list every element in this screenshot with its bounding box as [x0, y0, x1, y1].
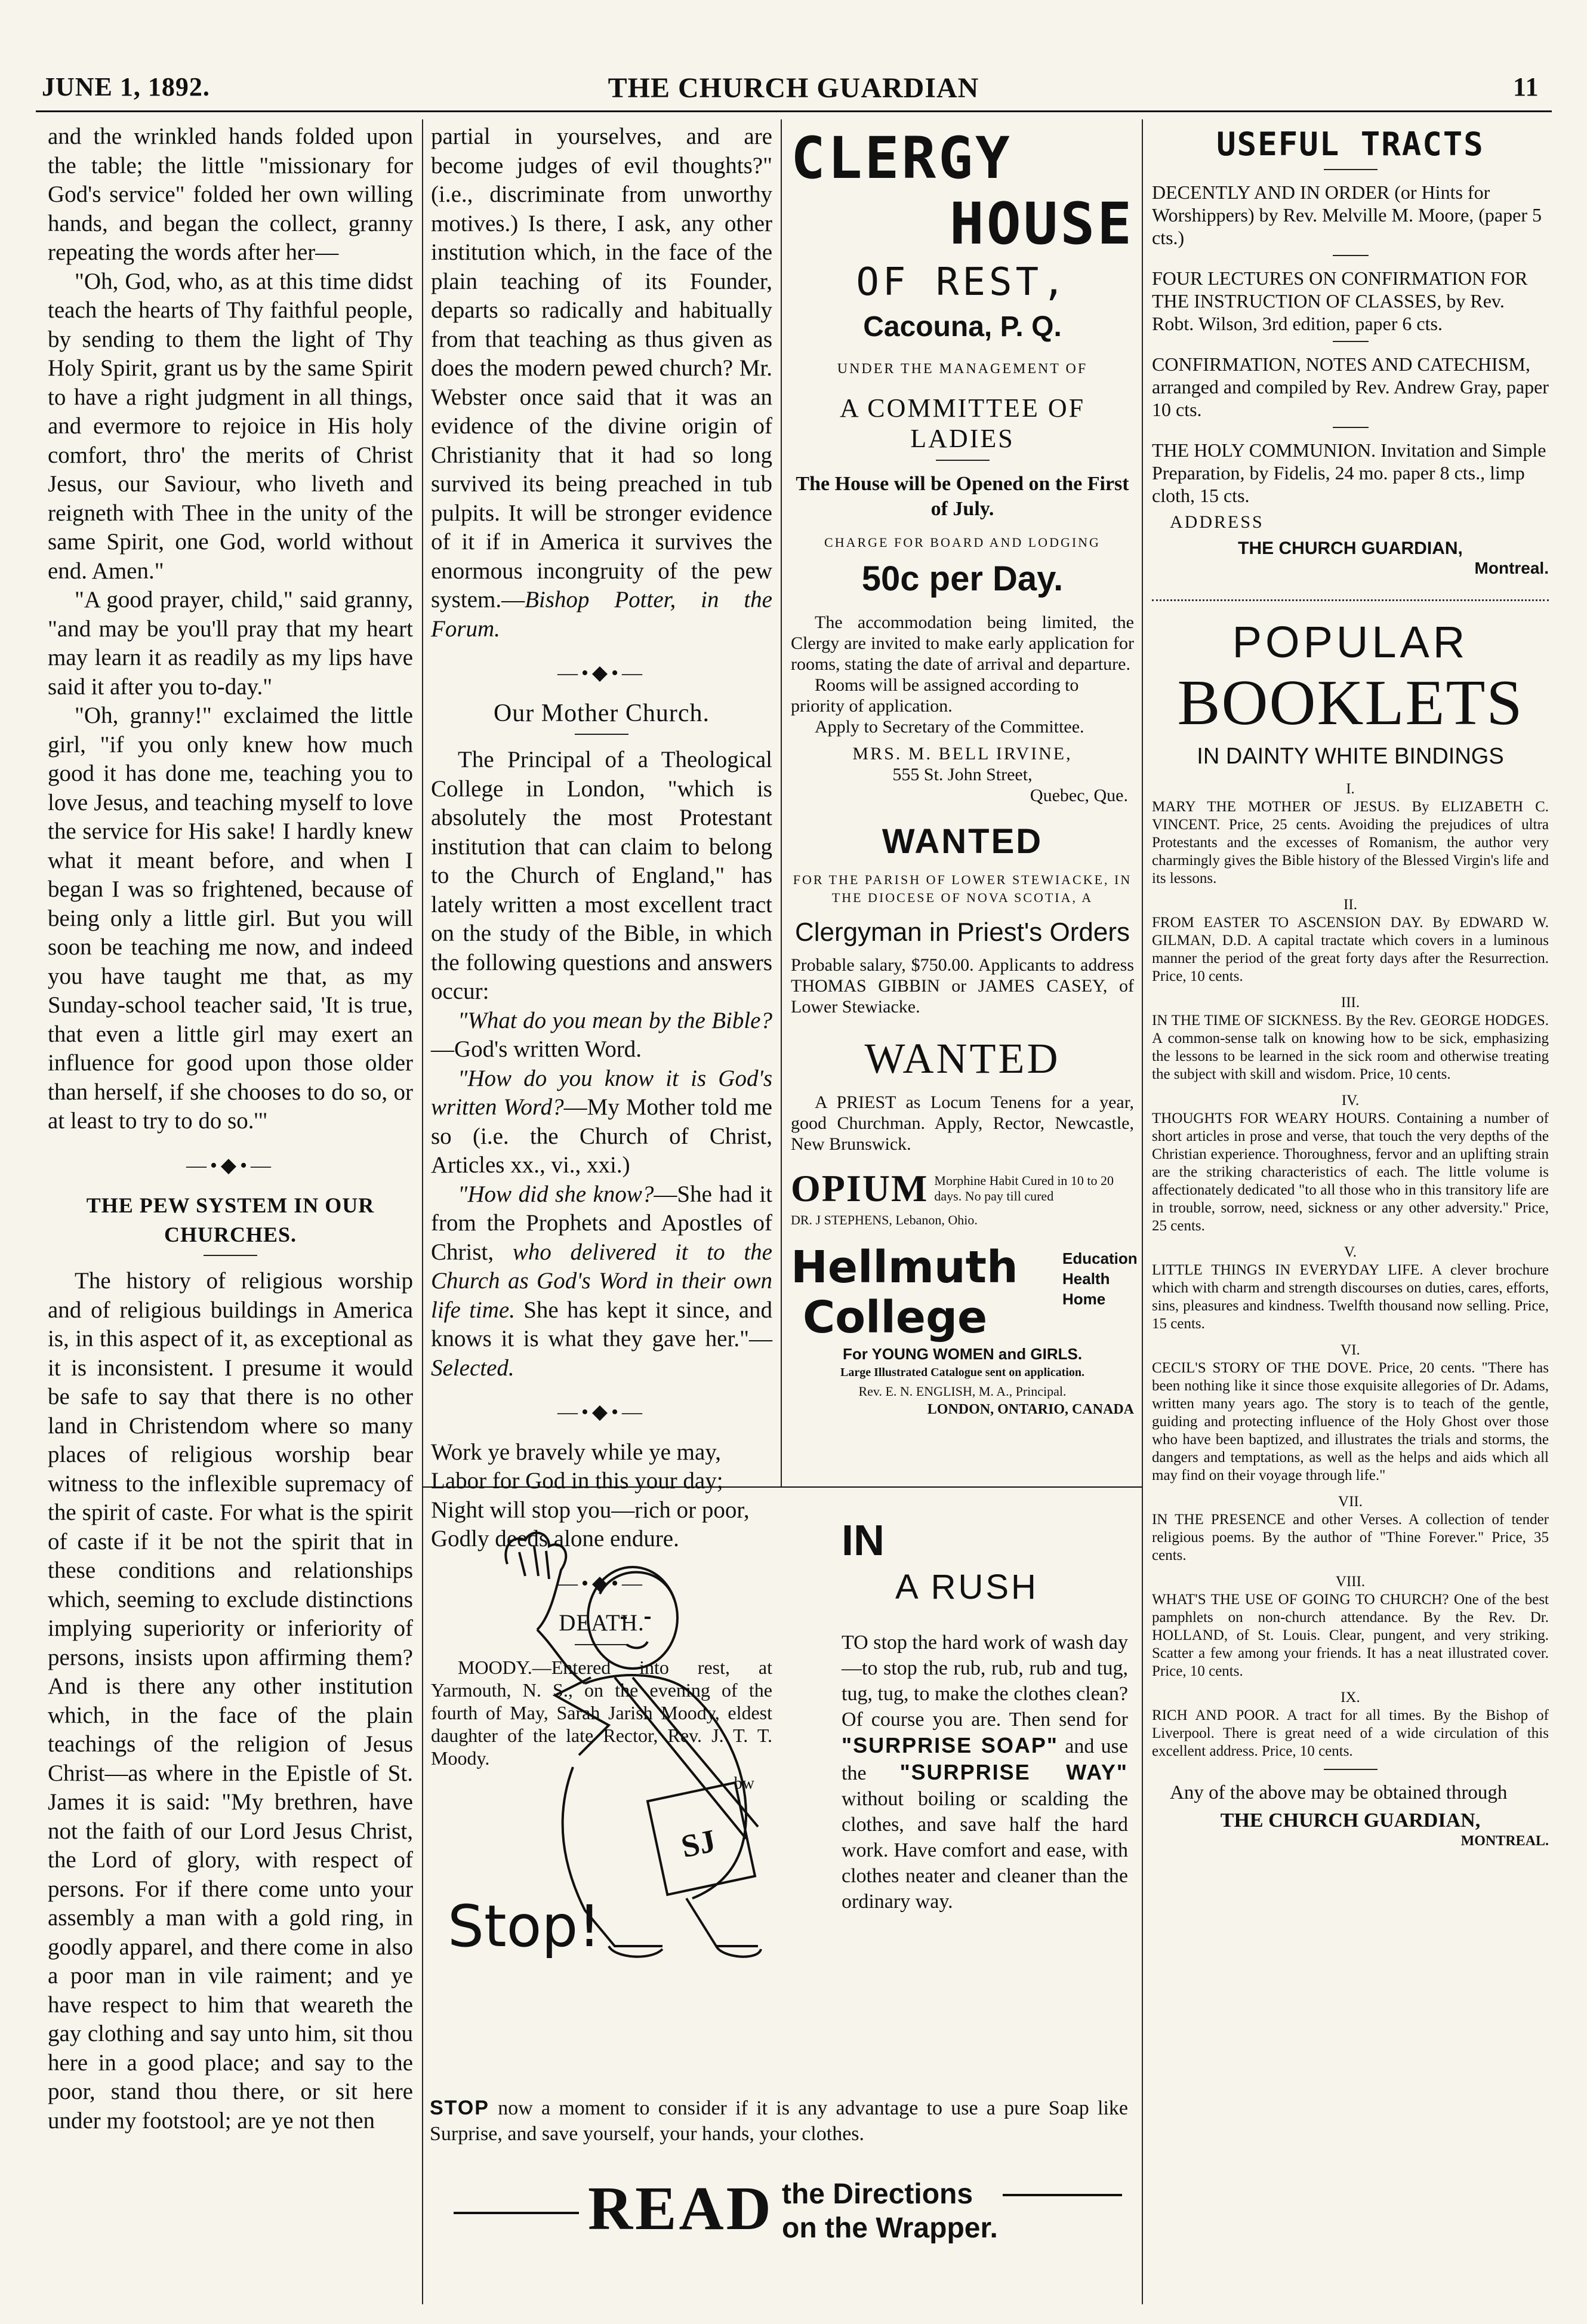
answer-1: —God's written Word. — [431, 1036, 642, 1062]
death-notice: MOODY.—Entered into rest, at Yarmouth, N. S., on the evening of the fourth of May, Sarah Jarish Moody, eldest daughter of the late Rector, Rev. J. T. T. Moody. — [431, 1656, 772, 1769]
popular-heading: POPULAR — [1232, 617, 1469, 667]
read-heading: READ — [588, 2174, 774, 2243]
answer-3: —She had it from the Prophets and Apostles of Christ, — [431, 1181, 772, 1265]
booklet-entry: THOUGHTS FOR WEARY HOURS. Containing a number of short articles in prose and verse, that touch the very depths of the Christian experience. Thoroughness, fervor and an uplifting strain are the striking characteristics of each. The little volume is affectionately dedicated "to all those who in this transitory life are in trouble, sorrow, need, sickness or any other adversity." Price, 25 cents. — [1152, 1110, 1549, 1234]
column-1 — [48, 122, 413, 2135]
opium-ad — [791, 1166, 1134, 1211]
answer-2: —My Mother told me so (i.e. the Church of Christ, Articles xx., vi., xxi.) — [431, 1094, 772, 1178]
education-label: Education — [1062, 1249, 1138, 1267]
price-per-day: 50c per Day. — [861, 559, 1064, 598]
booklet-number: V. — [1343, 1244, 1357, 1260]
house-heading: HOUSE — [950, 190, 1134, 257]
booklet-entry: RICH AND POOR. A tract for all times. By the Bishop of Liverpool. There is great need of a wide circulation of this excellent address. Price, 10 cents. — [1152, 1707, 1549, 1759]
booklets-heading: BOOKLETS — [1177, 667, 1524, 738]
booklet-number: II. — [1343, 897, 1357, 913]
booklet-number: VIII. — [1335, 1574, 1366, 1590]
wanted-heading-1: WANTED — [882, 822, 1043, 861]
principal-line: Rev. E. N. ENGLISH, M. A., Principal. — [858, 1384, 1067, 1399]
answer-3-italic: who delivered it to the Church as God's Word in their own life time. — [431, 1239, 772, 1323]
booklet-entry: MARY THE MOTHER OF JESUS. By ELIZABETH C. VINCENT. Price, 25 cents. Avoiding the prejudices of ultra Protestants and the excesses of Romanism, the author very charmingly gives the Bible history of the Blessed Virgin's life and its lessons. — [1152, 799, 1549, 886]
rooms-text: Rooms will be assigned according to priority of application. — [791, 675, 1079, 716]
stop-text: STOP — [430, 2097, 489, 2119]
tract-2: FOUR LECTURES ON CONFIRMATION FOR THE INSTRUCTION OF CLASSES, by Rev. Robt. Wilson, 3rd edition, paper 6 cts. — [1152, 267, 1528, 334]
parish-text: FOR THE PARISH OF LOWER STEWIACKE, IN THE DIOCESE OF NOVA SCOTIA, A — [793, 872, 1132, 905]
clergy-heading: CLERGY — [791, 125, 1012, 192]
column-rule-3 — [1142, 119, 1143, 2304]
of-rest-heading: OF REST, — [856, 260, 1069, 304]
booklet-number: IX. — [1341, 1689, 1360, 1706]
boy-illustration — [436, 1528, 818, 1982]
ornament-divider: —•◆•— — [557, 1572, 646, 1595]
divider — [1333, 341, 1369, 342]
column-4 — [1152, 125, 1549, 1851]
question-3: "How did she know? — [458, 1181, 654, 1207]
address-line-3: Quebec, Que. — [1030, 786, 1128, 805]
booklet-entry: LITTLE THINGS IN EVERYDAY LIFE. A clever brochure which with charm and strength discourses on duties, cares, efforts, sins, pleasures and kindness. Twelfth thousand now selling. Price, 15 cents. — [1152, 1262, 1549, 1332]
opium-doctor: DR. J STEPHENS, Lebanon, Ohio. — [791, 1212, 978, 1227]
young-women-line: For YOUNG WOMEN and GIRLS. — [842, 1345, 1083, 1363]
story-paragraph: and the wrinkled hands folded upon the table; the little "missionary for God's service" folded her own willing hands, and began the collect, granny repeating the words after her— — [48, 124, 413, 265]
divider — [936, 460, 990, 461]
divider — [575, 734, 628, 735]
poem-line: Godly deeds alone endure. — [431, 1526, 679, 1552]
question-2: "How do you know it is God's written Word? — [431, 1065, 772, 1120]
opium-text: Morphine Habit Cured in 10 to 20 days. No pay till cured — [934, 1173, 1114, 1203]
surprise-way-text: "SURPRISE WAY" — [899, 1760, 1128, 1784]
poem-line: Night will stop you—rich or poor, — [431, 1497, 750, 1523]
committee-of-ladies: A COMMITTEE OF LADIES — [839, 393, 1086, 453]
tract-1: DECENTLY AND IN ORDER (or Hints for Worshippers) by Rev. Melville M. Moore, (paper 5 cts.) — [1152, 181, 1542, 248]
mother-church-signature: Selected. — [431, 1355, 514, 1381]
college-heading: College — [803, 1292, 988, 1343]
cacouna-heading: Cacouna, P. Q. — [863, 311, 1062, 343]
hellmuth-heading: Hellmuth — [791, 1242, 1018, 1293]
mother-church-title: Our Mother Church. — [493, 699, 710, 727]
montreal-1: Montreal. — [1474, 559, 1549, 577]
montreal-2: MONTREAL. — [1460, 1833, 1549, 1849]
read-right-rule — [1003, 2194, 1122, 2196]
column-rule-1 — [422, 119, 423, 2304]
booklet-entry: FROM EASTER TO ASCENSION DAY. By EDWARD W. GILMAN, D.D. A capital tractate which covers in a luminous manner the period of the great forty days after the Resurrection. Price, 10 cents. — [1152, 915, 1549, 984]
booklet-entry: WHAT'S THE USE OF GOING TO CHURCH? One of the best pamphlets on non-church attendance. By the Rev. Dr. HOLLAND, of St. Louis. Clear, pungent, and very striking. Scatter a few among your friends. It has a neat illustrated cover. Price, 10 cents. — [1152, 1592, 1549, 1679]
obtained-text: Any of the above may be obtained through — [1170, 1782, 1508, 1803]
directions-text: the Directions — [782, 2178, 973, 2210]
poem-line: Labor for God in this your day; — [431, 1468, 723, 1494]
booklet-number: VII. — [1338, 1494, 1363, 1510]
ad-body-3: without boiling or scalding the clothes, and save half the hard work. Have comfort and ease, with clothes neater and cleaner than the ordinary way. — [842, 1788, 1128, 1913]
house-opened: The House will be Opened on the First of July. — [796, 473, 1129, 520]
ad-body-2: and use the — [842, 1735, 1128, 1784]
pew-signature: Bishop Potter, in the Forum. — [431, 587, 772, 642]
rush-heading: A RUSH — [895, 1568, 1039, 1606]
mother-church-paragraph: The Principal of a Theological College in London, "which is absolutely the most Protestant institution that can claim to belong to the Church of England," has lately written a most excellent tract on the study of the Bible, in which the following questions and answers occur: — [431, 747, 772, 1004]
pew-system-paragraph: The history of religious worship and of religious buildings in America is, in this aspect of it, as exceptional as it is inconsistent. I presume it would be safe to say that there is no other land in Christendom where so many places of religious worship bear witness to the inflexible supremacy of the spirit of caste. For what is the spirit of caste if it be not the spirit that in these conditions and relationships which, seeming to exclude distinctions implying superiority or inferiority of persons, insists upon affirming them? And is there any other institution which, in the face of the plain teachings of the religion of Jesus Christ—as where in the Epistle of St. James it is said: "My brethren, have not the faith of our Lord Jesus Christ, the Lord of glory, with respect of persons. For if there come unto your assembly a man with a gold ring, in goodly apparel, and there come in also a poor man in vile raiment; and ye have respect to him that weareth the gay clothing and say unto him, sit thou here in a good place; and say to the poor, stand thou there, or sit here under my footstool; are ye not then — [48, 1268, 413, 2134]
ornament-divider: —•◆•— — [557, 662, 646, 684]
divider — [1324, 169, 1378, 170]
death-title: DEATH. — [559, 1610, 645, 1636]
dainty-bindings: IN DAINTY WHITE BINDINGS — [1197, 744, 1504, 769]
divider — [204, 1255, 257, 1256]
booklet-entry: CECIL'S STORY OF THE DOVE. Price, 20 cents. "There has been nothing like it since those exquisite allegories of Dr. Adams, written many years ago. The story is to teach of the gentle, guiding and protecting influence of the Holy Ghost over those who have been baptized, and illustrates the trials and storms, the dangers and temptations, as well as the helps and aids which all may find on their voyage through life." — [1152, 1360, 1549, 1483]
story-paragraph: "A good prayer, child," said granny, "and may be you'll pray that my heart may learn it as readily as my lips have said it after you to-day." — [48, 587, 413, 700]
under-management: UNDER THE MANAGEMENT OF — [837, 361, 1088, 377]
useful-tracts-heading: USEFUL TRACTS — [1216, 125, 1484, 163]
ad-body-bottom — [430, 2095, 1128, 2147]
divider — [1333, 255, 1369, 256]
collect-prayer: "Oh, God, who, as at this time didst teach the hearts of Thy faithful people, by sending to them the light of Thy Holy Spirit, grant us by the same Spirit to have a right judgment in all things, and evermore to rejoice in His holy comfort, thro' the merits of Christ Jesus, our Saviour, who liveth and reigneth with Thee in the unity of the same Spirit, one God, world without end. Amen." — [48, 268, 413, 584]
sj-box-label: SJ — [677, 1822, 719, 1865]
church-guardian-2: THE CHURCH GUARDIAN, — [1220, 1809, 1481, 1832]
charge-line: CHARGE FOR BOARD AND LODGING — [824, 535, 1101, 550]
ad-body — [842, 1630, 1128, 1914]
header-rule — [36, 110, 1552, 112]
poem-line: Work ye bravely while ye may, — [431, 1439, 721, 1465]
london-line: LONDON, ONTARIO, CANADA — [927, 1402, 1134, 1417]
divider — [1324, 1769, 1378, 1770]
apply-text: Apply to Secretary of the Committee. — [815, 717, 1084, 737]
dotted-divider — [1152, 599, 1549, 601]
header-title: THE CHURCH GUARDIAN — [608, 72, 979, 104]
booklet-entry: IN THE PRESENCE and other Verses. A collection of tender religious poems. By the author of "Thine Forever." Price, 35 cents. — [1152, 1512, 1549, 1563]
wanted-heading-2: WANTED — [864, 1035, 1061, 1082]
ornament-divider: —•◆•— — [557, 1401, 646, 1423]
booklet-number: IV. — [1341, 1092, 1360, 1109]
church-guardian-1: THE CHURCH GUARDIAN, — [1238, 538, 1463, 558]
wrapper-text: on the Wrapper. — [782, 2212, 998, 2244]
address-line-1: MRS. M. BELL IRVINE, — [852, 744, 1073, 764]
column-rule-2 — [781, 119, 782, 1486]
surprise-soap-text: "SURPRISE SOAP" — [842, 1733, 1058, 1757]
death-mark: bw — [734, 1774, 754, 1793]
header-page-number: 11 — [1513, 72, 1539, 101]
catalogue-line: Large Illustrated Catalogue sent on application. — [840, 1366, 1084, 1379]
surprise-soap-ad — [430, 1492, 1134, 2304]
stop-script: Stop! — [448, 1893, 601, 1960]
ad-body-4: now a moment to consider if it is any advantage to use a pure Soap like Surprise, and save yourself, your hands, your clothes. — [430, 2097, 1129, 2145]
tract-3: CONFIRMATION, NOTES AND CATECHISM, arranged and compiled by Rev. Andrew Gray, paper 10 cts. — [1152, 353, 1549, 420]
question-1: "What do you mean by the Bible? — [458, 1007, 772, 1033]
ornament-divider: —•◆•— — [186, 1154, 275, 1177]
column-3 — [791, 125, 1138, 1419]
pew-continuation: partial in yourselves, and are become judges of evil thoughts?" (i.e., discriminate from unworthy motives.) Is there, I ask, any other institution which, in the face of the plain teaching of its Founder, departs so radically and habitually from that teaching as thus given as does the modern pewed church? Mr. Webster once said that it was an evidence of the divine origin of Christianity that it had so long survived its being preached in tub pulpits. It will be stronger evidence of it if in America it survives the enormous incongruity of the pew system.— — [431, 124, 772, 612]
priest-text: A PRIEST as Locum Tenens for a year, good Churchman. Apply, Rector, Newcastle, New Brunswick. — [791, 1092, 1134, 1154]
booklet-number: III. — [1341, 995, 1360, 1011]
home-label: Home — [1062, 1290, 1106, 1308]
story-paragraph: "Oh, granny!" exclaimed the little girl, "if you only knew how much good it has done me, teaching you to love Jesus, and teaching myself to love the service for His sake! I hardly knew what it meant before, and when I began I was so frightened, because of being only a little girl. But you will soon be teaching me now, and indeed you have taught me that, as my Sunday-school teacher said, 'It is true, that even a little girl may exert an influence for good upon those older than herself, if she chooses to do so, or at least to try to do so.'" — [48, 703, 413, 1134]
divider — [1333, 427, 1369, 428]
accommodation-text: The accommodation being limited, the Clergy are invited to make early application for rooms, stating the date of arrival and departure. — [791, 612, 1134, 674]
read-left-rule — [454, 2212, 579, 2214]
booklets-list — [1152, 780, 1549, 1760]
booklet-entry: IN THE TIME OF SICKNESS. By the Rev. GEORGE HODGES. A common-sense talk on knowing how to be sick, emphasizing the lessons to be learned in the sick room and otherwise treating the subject with skill and wisdom. Price, 10 cents. — [1152, 1012, 1549, 1082]
header-date: JUNE 1, 1892. — [42, 72, 210, 101]
salary-text: Probable salary, $750.00. Applicants to address THOMAS GIBBIN or JAMES CASEY, of Lower Stewiacke. — [791, 955, 1134, 1017]
opium-heading: OPIUM — [791, 1167, 929, 1209]
in-heading: IN — [842, 1517, 885, 1565]
answer-3-end: She has kept it since, and knows it is what they gave her."— — [431, 1297, 773, 1352]
booklet-number: VI. — [1341, 1342, 1360, 1358]
pew-system-title: THE PEW SYSTEM IN OUR CHURCHES. — [86, 1193, 375, 1246]
booklet-number: I. — [1346, 781, 1355, 797]
address-line-2: 555 St. John Street, — [892, 765, 1033, 784]
tract-4: THE HOLY COMMUNION. Invitation and Simple Preparation, by Fidelis, 24 mo. paper 8 cts., limp cloth, 15 cts. — [1152, 439, 1546, 506]
clergyman-heading: Clergyman in Priest's Orders — [795, 918, 1130, 947]
hellmuth-ad — [791, 1242, 1138, 1343]
health-label: Health — [1062, 1270, 1110, 1288]
ad-body-1: TO stop the hard work of wash day—to stop the rub, rub, rub and tug, tug, tug, to make the clothes clean? Of course you are. Then send for — [842, 1632, 1129, 1731]
address-label: ADDRESS — [1170, 512, 1264, 532]
